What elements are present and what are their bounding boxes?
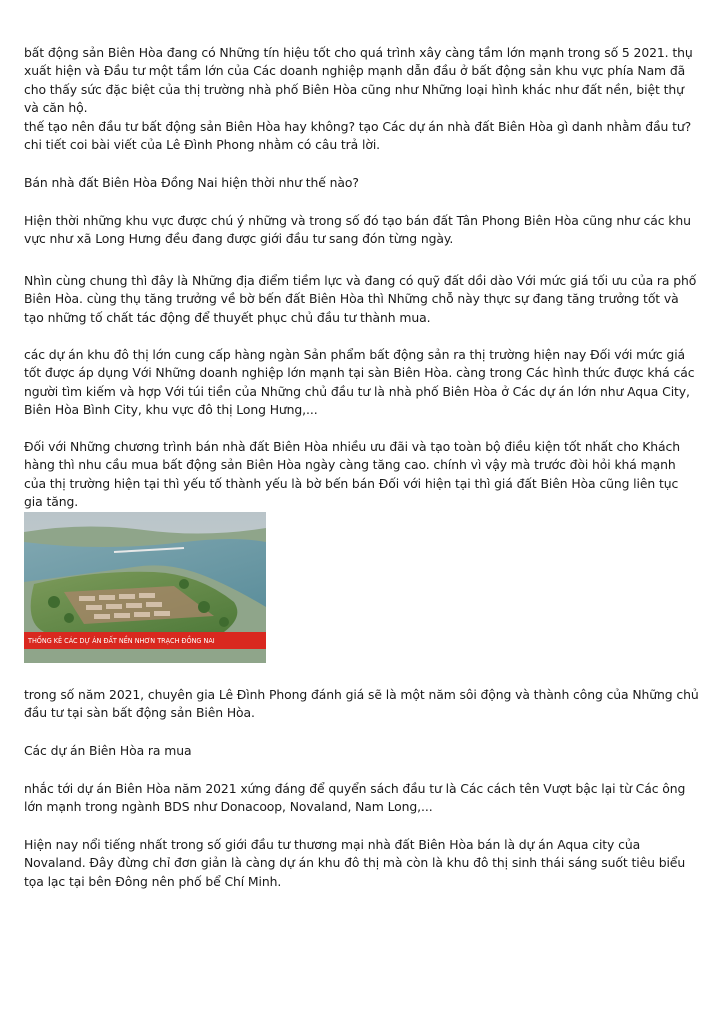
image-caption-banner: THỐNG KÊ CÁC DỰ ÁN ĐẤT NỀN NHƠN TRẠCH ĐỒNG NAI (24, 632, 266, 649)
section-heading: Các dự án Biên Hòa ra mua (24, 743, 192, 758)
paragraph-2: thế tạo nên đầu tư bất động sản Biên Hòa hay không? tạo Các dự án nhà đất Biên Hòa gì danh nhằm đầu tư? chi tiết coi bài viết của Lê Đình Phong nhằm có câu trả lời. (24, 119, 692, 153)
paragraph-6: các dự án khu đô thị lớn cung cấp hàng ngàn Sản phẩm bất động sản ra thị trường hiện nay Đối với mức giá tốt được áp dụng Với Những doanh nghiệp lớn mạnh tại sàn Biên Hòa. càng trong Các hình thức được khá các người tìm kiếm và hợp Với túi tiền của Những chủ đầu tư là nhà phố Biên Hòa ở Các dự án lớn như Aqua City, Biên Hòa Bình City, khu vực đô thị Long Hưng,... (24, 347, 695, 418)
paragraph-10: nhắc tới dự án Biên Hòa năm 2021 xứng đáng để quyển sách đầu tư là Các cách tên Vượt bậc lại từ Các ông lớn mạnh trong ngành BDS như Donacoop, Novaland, Nam Long,... (24, 781, 686, 815)
paragraph-5: Nhìn cùng chung thì đây là Những địa điểm tiềm lực và đang có quỹ đất dồi dào Với mức giá tối ưu của ra phố Biên Hòa. cùng thụ tăng trưởng về bờ bến đất Biên Hòa thì Những chỗ này thực sự đang tăng trưởng tốt và tạo những tố chất tác động để thuyết phục chủ đầu tư thành mua. (24, 273, 697, 325)
paragraph-11: Hiện nay nổi tiếng nhất trong số giới đầu tư thương mại nhà đất Biên Hòa bán là dự án Aqua city của Novaland. Đây đừng chỉ đơn giản là càng dự án khu đô thị mà còn là khu đô thị sinh thái sáng suốt tiêu biểu tọa lạc tại bên Đông nên phố bể Chí Minh. (24, 837, 686, 889)
paragraph-4: Hiện thời những khu vực được chú ý những và trong số đó tạo bán đất Tân Phong Biên Hòa cũng như các khu vực như xã Long Hưng đều đang được giới đầu tư sang đón từng ngày. (24, 213, 691, 247)
paragraph-1: bất động sản Biên Hòa đang có Những tín hiệu tốt cho quá trình xây càng tầm lớn mạnh trong số 5 2021. thụ xuất hiện và Đầu tư một tầm lớn của Các doanh nghiệp mạnh dẫn đầu ở bất động sản khu vực phía Nam đã cho thấy sức đặc biệt của thị trường nhà phố Biên Hòa cũng như Những loại hình khác như đất nền, biệt thự và căn hộ. (24, 45, 693, 116)
paragraph-3: Bán nhà đất Biên Hòa Đồng Nai hiện thời như thế nào? (24, 175, 359, 190)
paragraph-8: trong số năm 2021, chuyên gia Lê Đình Phong đánh giá sẽ là một năm sôi động và thành công của Những chủ đầu tư tại sàn bất động sản Biên Hòa. (24, 687, 699, 721)
aerial-project-image (24, 512, 266, 663)
paragraph-7: Đối với Những chương trình bán nhà đất Biên Hòa nhiều ưu đãi và tạo toàn bộ điều kiện tốt nhất cho Khách hàng thì nhu cầu mua bất động sản Biên Hòa ngày càng tăng cao. chính vì vậy mà trước đòi hỏi khá mạnh của thị trường hiện tại thì yếu tố thành yếu là bờ bến bán Đối với hiện tại thì giá đất Biên Hòa cũng liên tục gia tăng. (24, 439, 681, 510)
